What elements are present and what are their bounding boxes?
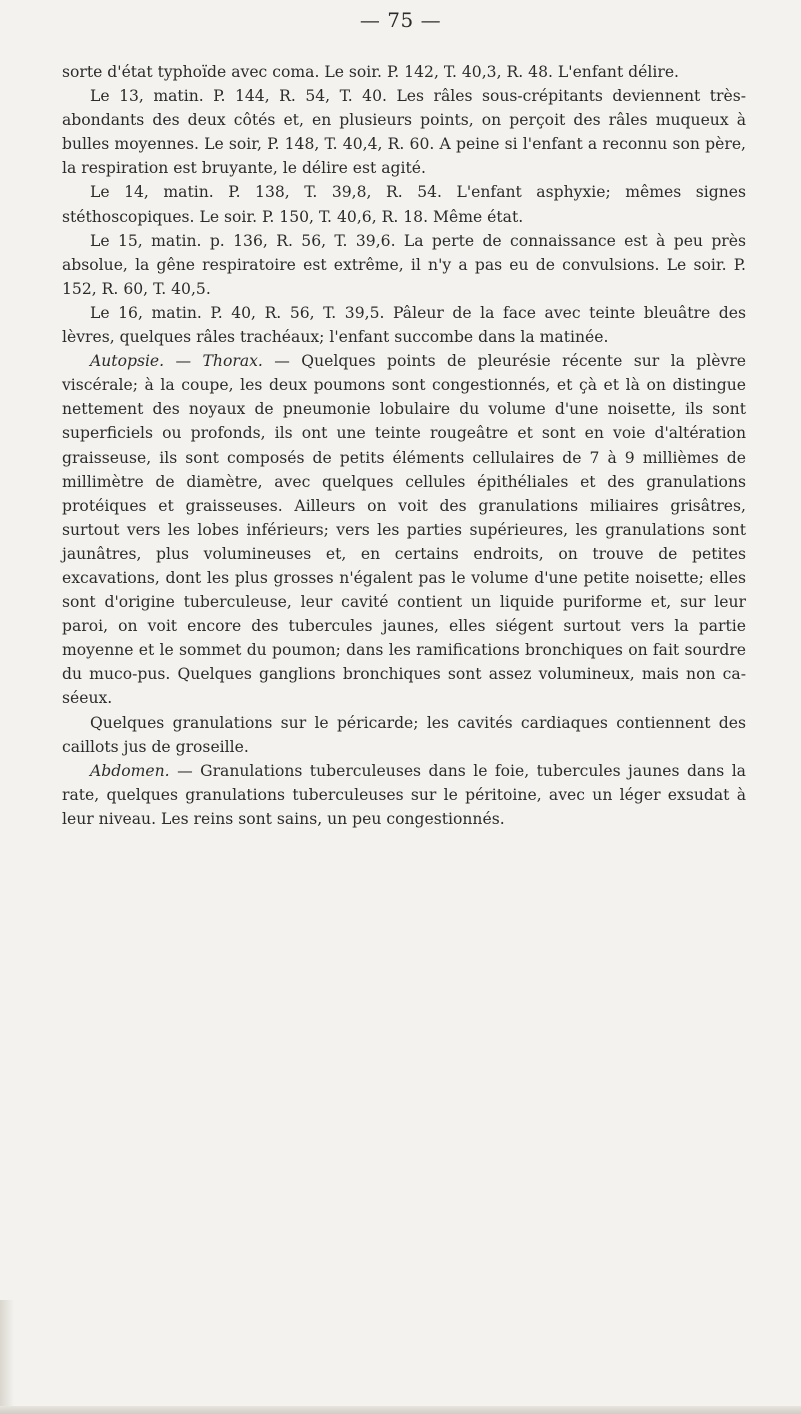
page-number: — 75 — xyxy=(359,8,442,32)
body-text xyxy=(62,60,746,831)
thorax-label: Thorax. xyxy=(202,352,263,371)
dash-2: — xyxy=(274,352,290,371)
autopsie-label: Autopsie. xyxy=(90,352,165,371)
paragraph-autopsie xyxy=(62,349,746,710)
paragraph-abdomen xyxy=(62,759,746,831)
autopsie-text: Quelques points de pleurésie récente sur la plèvre viscérale; à la coupe, les deux poumons sont congestionnés, et çà et là on distingue nettement des noyaux de pneumonie lobulaire du volume d'une noisette, ils sont superficiels ou profonds, ils ont une teinte rougeâtre et sont en voie d'altération graisseuse, ils sont composés de petits éléments cellulaires de 7 à 9 millièmes de millimètre de diamètre, avec quelques cellules épithéliales et des granulations protéiques et graisseuses. Ailleurs on voit des granulations miliaires grisâtres, surtout vers les lobes inférieurs; vers les parties supérieures, les granulations sont jaunâtres, plus volumineuses et, en certains endroits, on trouve de petites excavations, dont les plus grosses n'égalent pas le volume d'une petite noisette; elles sont d'origine tuberculeuse, leur cavité contient un liquide puriforme et, sur leur paroi, on voit encore des tubercules jaunes, elles siégent surtout vers la partie moyenne et le sommet du poumon; dans les ramifications bronchiques on fait sourdre du muco-pus. Quelques ganglions bronchiques sont assez volumineux, mais non caséeux. xyxy=(62,352,746,708)
paragraph-2: Le 13, matin. P. 144, R. 54, T. 40. Les râles sous-crépitants deviennent très-abondants des deux côtés et, en plusieurs points, on perçoit des râles muqueux à bulles moyennes. Le soir, P. 148, T. 40,4, R. 60. A peine si l'enfant a reconnu son père, la respiration est bruyante, le délire est agité. xyxy=(62,87,746,178)
paragraph-5: Le 16, matin. P. 40, R. 56, T. 39,5. Pâleur de la face avec teinte bleuâtre des lèvres, quelques râles trachéaux; l'enfant succombe dans la matinée. xyxy=(62,303,746,347)
dash-3: — xyxy=(177,761,193,780)
paragraph-1: sorte d'état typhoïde avec coma. Le soir. P. 142, T. 40,3, R. 48. L'enfant délire. xyxy=(62,63,680,81)
paragraph-3: Le 14, matin. P. 138, T. 39,8, R. 54. L'enfant asphyxie; mêmes signes stéthoscopiques. Le soir. P. 150, T. 40,6, R. 18. Même état. xyxy=(62,183,746,226)
paragraph-pericarde: Quelques granulations sur le péricarde; les cavités cardiaques contiennent des caillots jus de groseille. xyxy=(62,713,746,756)
abdomen-text: Granulations tuberculeuses dans le foie, tubercules jaunes dans la rate, quelques granulations tuberculeuses sur le péritoine, avec un léger exsudat à leur niveau. Les reins sont sains, un peu congestionnés. xyxy=(62,761,746,828)
dash-1: — xyxy=(175,352,192,371)
abdomen-label: Abdomen. xyxy=(90,761,170,780)
page-edge-shadow xyxy=(0,1300,14,1414)
paragraph-4: Le 15, matin. p. 136, R. 56, T. 39,6. La perte de connaissance est à peu près absolue, la gêne respiratoire est extrême, il n'y a pas eu de convulsions. Le soir. P. 152, R. 60, T. 40,5. xyxy=(62,231,746,298)
page-bottom-edge xyxy=(0,1406,801,1414)
